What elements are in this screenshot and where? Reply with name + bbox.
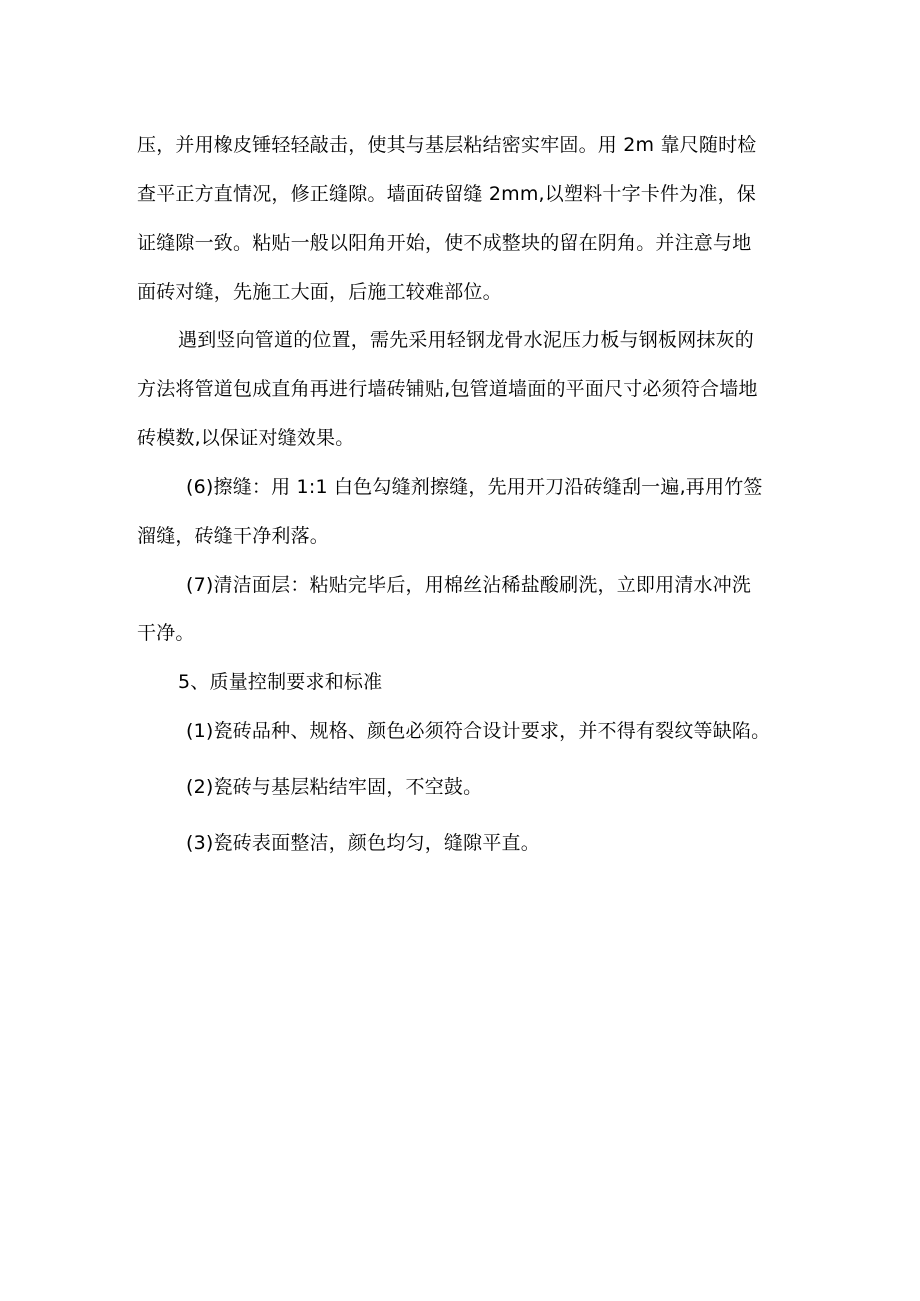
paragraph-3-line-2: 溜缝，砖缝干净利落。 xyxy=(137,525,330,547)
paragraph-3-line-1: (6)擦缝：用 1:1 白色勾缝剂擦缝，先用开刀沿砖缝刮一遍,再用竹签 xyxy=(186,476,763,498)
paragraph-2-line-3: 砖模数,以保证对缝效果。 xyxy=(137,427,355,449)
standard-item-1: (1)瓷砖品种、规格、颜色必须符合设计要求，并不得有裂纹等缺陷。 xyxy=(186,720,771,742)
paragraph-1-line-4: 面砖对缝，先施工大面，后施工较难部位。 xyxy=(137,281,502,303)
paragraph-1-line-2: 查平正方直情况，修正缝隙。墙面砖留缝 2mm,以塑料十字卡件为准，保 xyxy=(137,183,756,205)
standard-item-3: (3)瓷砖表面整洁，颜色均匀，缝隙平直。 xyxy=(186,832,540,854)
paragraph-2-line-2: 方法将管道包成直角再进行墙砖铺贴,包管道墙面的平面尺寸必须符合墙地 xyxy=(137,378,758,400)
paragraph-4-line-2: 干净。 xyxy=(137,622,195,644)
paragraph-1-line-1: 压，并用橡皮锤轻轻敲击，使其与基层粘结密实牢固。用 2m 靠尺随时检 xyxy=(137,134,757,156)
standard-item-2: (2)瓷砖与基层粘结牢固，不空鼓。 xyxy=(186,776,483,798)
paragraph-2-line-1: 遇到竖向管道的位置，需先采用轻钢龙骨水泥压力板与钢板网抹灰的 xyxy=(178,329,755,351)
section-heading: 5、质量控制要求和标准 xyxy=(178,671,383,693)
paragraph-1-line-3: 证缝隙一致。粘贴一般以阳角开始，使不成整块的留在阴角。并注意与地 xyxy=(137,232,752,254)
paragraph-4-line-1: (7)清洁面层：粘贴完毕后，用棉丝沾稀盐酸刷洗，立即用清水冲洗 xyxy=(186,574,752,596)
